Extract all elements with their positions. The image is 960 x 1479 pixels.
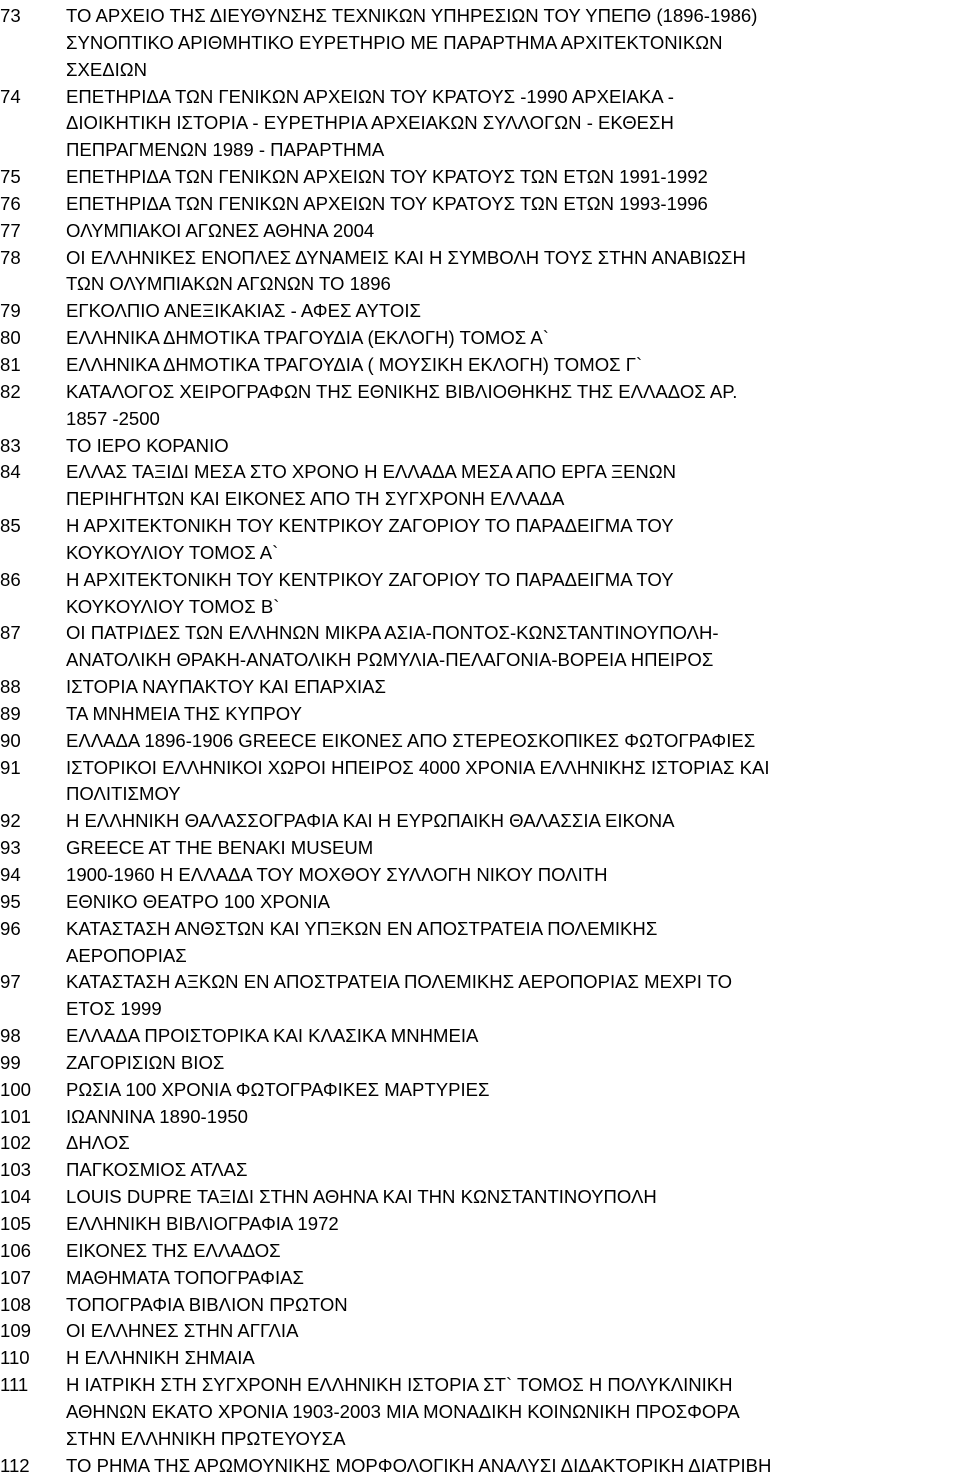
entry-title-line: ΕΛΛΑΔΑ 1896-1906 GREECE ΕΙΚΟΝΕΣ ΑΠΟ ΣΤΕΡΕΟΣΚΟΠΙΚΕΣ ΦΩΤΟΓΡΑΦΙΕΣ: [66, 729, 756, 751]
entry-number: 110: [0, 1347, 30, 1369]
entry-title: [66, 1130, 960, 1157]
catalog-entry: [0, 84, 960, 165]
entry-title-line: ΔΙΟΙΚΗΤΙΚΗ ΙΣΤΟΡΙΑ - ΕΥΡΕΤΗΡΙΑ ΑΡΧΕΙΑΚΩΝ ΣΥΛΛΟΓΩΝ - ΕΚΘΕΣΗ: [66, 112, 674, 134]
entry-title-line: ΕΓΚΟΛΠΙΟ ΑΝΕΞΙΚΑΚΙΑΣ - ΑΦΕΣ ΑΥΤΟΙΣ: [66, 300, 421, 322]
catalog-entry: [0, 1318, 960, 1345]
entry-number: 103: [0, 1159, 32, 1181]
catalog-entry: [0, 1077, 960, 1104]
entry-title: [66, 969, 960, 1023]
entry-number: 83: [0, 434, 21, 456]
entry-number: 90: [0, 729, 21, 751]
entry-title: [66, 218, 960, 245]
catalog-entry: [0, 620, 960, 674]
entry-title-line: ΑΝΑΤΟΛΙΚΗ ΘΡΑΚΗ-ΑΝΑΤΟΛΙΚΗ ΡΩΜΥΛΙΑ-ΠΕΛΑΓΟΝΙΑ-ΒΟΡΕΙΑ ΗΠΕΙΡΟΣ: [66, 649, 714, 671]
catalog-entry: [0, 916, 960, 970]
entry-title-line: ΤΩΝ ΟΛΥΜΠΙΑΚΩΝ ΑΓΩΝΩΝ ΤΟ 1896: [66, 273, 391, 295]
catalog-entry: [0, 352, 960, 379]
entry-number: 94: [0, 864, 21, 885]
entry-number: 108: [0, 1293, 32, 1315]
entry-number: 104: [0, 1186, 32, 1208]
entry-number: 84: [0, 461, 21, 483]
entry-title-line: ΖΑΓΟΡΙΣΙΩΝ ΒΙΟΣ: [66, 1051, 225, 1073]
entry-title: [66, 1184, 960, 1211]
entry-number: 92: [0, 810, 21, 832]
entry-title-line: ΚΑΤΑΣΤΑΣΗ ΑΝΘΣΤΩΝ ΚΑΙ ΥΠΞΚΩΝ ΕΝ ΑΠΟΣΤΡΑΤΕΙΑ ΠΟΛΕΜΙΚΗΣ: [66, 917, 658, 939]
entry-title: [66, 808, 960, 835]
catalog-entry: [0, 1292, 960, 1319]
entry-number: 95: [0, 890, 21, 912]
catalog-entry: [0, 1023, 960, 1050]
entry-title-line: ΤΟΠΟΓΡΑΦΙΑ ΒΙΒΛΙΟΝ ΠΡΩΤΟΝ: [66, 1293, 348, 1315]
entry-title-line: ΑΘΗΝΩΝ ΕΚΑΤΟ ΧΡΟΝΙΑ 1903-2003 ΜΙΑ ΜΟΝΑΔΙΚΗ ΚΟΙΝΩΝΙΚΗ ΠΡΟΣΦΟΡΑ: [66, 1400, 740, 1422]
entry-title: [66, 433, 960, 460]
catalog-entry: [0, 1050, 960, 1077]
entry-title: [66, 513, 960, 567]
entry-title-line: ΕΛΛΗΝΙΚΑ ΔΗΜΟΤΙΚΑ ΤΡΑΓΟΥΔΙΑ (ΕΚΛΟΓΗ) ΤΟΜΟΣ Α`: [66, 327, 549, 349]
entry-number: 105: [0, 1212, 32, 1234]
entry-title: [66, 1345, 960, 1372]
entry-title: [66, 701, 960, 728]
entry-title: [66, 1211, 960, 1238]
catalog-entry: [0, 1265, 960, 1292]
catalog-entry: [0, 298, 960, 325]
entry-title: [66, 325, 960, 352]
entry-number: 89: [0, 702, 21, 724]
entry-number: 93: [0, 837, 21, 859]
entry-title-line: ΕΠΕΤΗΡΙΔΑ ΤΩΝ ΓΕΝΙΚΩΝ ΑΡΧΕΙΩΝ ΤΟΥ ΚΡΑΤΟΥΣ ΤΩΝ ΕΤΩΝ 1991-1992: [66, 166, 708, 188]
entry-title: [66, 1292, 960, 1319]
entry-title-line: ΕΙΚΟΝΕΣ ΤΗΣ ΕΛΛΑΔΟΣ: [66, 1239, 281, 1261]
entry-title: [66, 84, 960, 165]
catalog-entry: [0, 835, 960, 862]
entry-title-line: ΠΕΠΡΑΓΜΕΝΩΝ 1989 - ΠΑΡΑΡΤΗΜΑ: [66, 139, 385, 161]
entry-number: 76: [0, 192, 21, 214]
entry-number: 109: [0, 1320, 32, 1342]
entry-title: [66, 1318, 960, 1345]
catalog-entry: [0, 728, 960, 755]
entry-number: 91: [0, 756, 21, 778]
entry-title-line: ΚΑΤΑΛΟΓΟΣ ΧΕΙΡΟΓΡΑΦΩΝ ΤΗΣ ΕΘΝΙΚΗΣ ΒΙΒΛΙΟΘΗΚΗΣ ΤΗΣ ΕΛΛΑΔΟΣ ΑΡ.: [66, 380, 738, 402]
entry-number: 87: [0, 622, 21, 644]
entry-title: [66, 1372, 960, 1453]
catalog-entry: [0, 889, 960, 916]
entry-number: 78: [0, 246, 21, 268]
catalog-entry: [0, 1238, 960, 1265]
entry-title-line: ΜΑΘΗΜΑΤΑ ΤΟΠΟΓΡΑΦΙΑΣ: [66, 1266, 304, 1288]
catalog-entry: [0, 1157, 960, 1184]
entry-title: [66, 620, 960, 674]
entry-title-line: ΙΣΤΟΡΙΚΟΙ ΕΛΛΗΝΙΚΟΙ ΧΩΡΟΙ ΗΠΕΙΡΟΣ 4000 ΧΡΟΝΙΑ ΕΛΛΗΝΙΚΗΣ ΙΣΤΟΡΙΑΣ ΚΑΙ: [66, 756, 770, 778]
entry-title-line: ΤΟ ΡΗΜΑ ΤΗΣ ΑΡΩΜΟΥΝΙΚΗΣ ΜΟΡΦΟΛΟΓΙΚΗ ΑΝΑΛΥΣΙ ΔΙΔΑΚΤΟΡΙΚΗ ΔΙΑΤΡΙΒΗ: [66, 1454, 772, 1476]
entry-title: [66, 245, 960, 299]
entry-number: 77: [0, 219, 21, 241]
entry-title-line: ΕΠΕΤΗΡΙΔΑ ΤΩΝ ΓΕΝΙΚΩΝ ΑΡΧΕΙΩΝ ΤΟΥ ΚΡΑΤΟΥΣ -1990 ΑΡΧΕΙΑΚΑ -: [66, 85, 674, 107]
entry-title-line: ΠΟΛΙΤΙΣΜΟΥ: [66, 783, 181, 805]
entry-number: 98: [0, 1025, 21, 1047]
catalog-entry: [0, 1453, 960, 1479]
catalog-entry: [0, 218, 960, 245]
entry-title-line: Η ΕΛΛΗΝΙΚΗ ΘΑΛΑΣΣΟΓΡΑΦΙΑ ΚΑΙ Η ΕΥΡΩΠΑΙΚΗ ΘΑΛΑΣΣΙΑ ΕΙΚΟΝΑ: [66, 810, 675, 832]
catalog-entry: [0, 701, 960, 728]
entry-title: [66, 1050, 960, 1077]
entry-title: [66, 889, 960, 916]
entry-number: 97: [0, 971, 21, 993]
entry-title-line: Η ΑΡΧΙΤΕΚΤΟΝΙΚΗ ΤΟΥ ΚΕΝΤΡΙΚΟΥ ΖΑΓΟΡΙΟΥ ΤΟ ΠΑΡΑΔΕΙΓΜΑ ΤΟΥ: [66, 515, 674, 537]
catalog-entry: [0, 1211, 960, 1238]
catalog-entry: [0, 191, 960, 218]
entry-title-line: ΤΟ ΙΕΡΟ ΚΟΡΑΝΙΟ: [66, 434, 229, 456]
catalog-entry: [0, 567, 960, 621]
catalog-list: [0, 3, 960, 1479]
entry-title-line: ΕΛΛΗΝΙΚΑ ΔΗΜΟΤΙΚΑ ΤΡΑΓΟΥΔΙΑ ( ΜΟΥΣΙΚΗ ΕΚΛΟΓΗ) ΤΟΜΟΣ Γ`: [66, 353, 643, 375]
entry-title-line: ΙΣΤΟΡΙΑ ΝΑΥΠΑΚΤΟΥ ΚΑΙ ΕΠΑΡΧΙΑΣ: [66, 676, 386, 698]
entry-number: 74: [0, 85, 21, 107]
entry-title-line: ΚΟΥΚΟΥΛΙΟΥ ΤΟΜΟΣ Α`: [66, 541, 279, 563]
catalog-entry: [0, 1372, 960, 1453]
entry-number: 102: [0, 1132, 32, 1154]
entry-number: 96: [0, 917, 21, 939]
entry-number: 112: [0, 1454, 30, 1476]
entry-title: [66, 835, 960, 862]
entry-title: [66, 916, 960, 970]
catalog-entry: [0, 969, 960, 1023]
entry-title-line: Η ΑΡΧΙΤΕΚΤΟΝΙΚΗ ΤΟΥ ΚΕΝΤΡΙΚΟΥ ΖΑΓΟΡΙΟΥ ΤΟ ΠΑΡΑΔΕΙΓΜΑ ΤΟΥ: [66, 568, 674, 590]
entry-title-line: GREECE AT THE BENAKI MUSEUM: [66, 837, 374, 859]
entry-title-line: ΣΥΝΟΠΤΙΚΟ ΑΡΙΘΜΗΤΙΚΟ ΕΥΡΕΤΗΡΙΟ ΜΕ ΠΑΡΑΡΤΗΜΑ ΑΡΧΙΤΕΚΤΟΝΙΚΩΝ: [66, 31, 723, 53]
catalog-entry: [0, 3, 960, 84]
catalog-entry: [0, 755, 960, 809]
entry-title-line: ΔΗΛΟΣ: [66, 1132, 130, 1154]
entry-title: [66, 191, 960, 218]
entry-title-line: ΙΩΑΝΝΙΝΑ 1890-1950: [66, 1105, 248, 1127]
entry-title-line: ΤΑ ΜΝΗΜΕΙΑ ΤΗΣ ΚΥΠΡΟΥ: [66, 702, 302, 724]
entry-title-line: ΣΧΕΔΙΩΝ: [66, 58, 148, 80]
entry-title: [66, 728, 960, 755]
entry-title-line: ΡΩΣΙΑ 100 ΧΡΟΝΙΑ ΦΩΤΟΓΡΑΦΙΚΕΣ ΜΑΡΤΥΡΙΕΣ: [66, 1078, 490, 1100]
catalog-entry: [0, 1184, 960, 1211]
catalog-entry: [0, 325, 960, 352]
entry-title: [66, 674, 960, 701]
entry-title-line: ΚΟΥΚΟΥΛΙΟΥ ΤΟΜΟΣ Β`: [66, 595, 280, 617]
entry-number: 81: [0, 353, 21, 375]
entry-title: [66, 567, 960, 621]
entry-number: 79: [0, 300, 21, 322]
entry-title-line: ΠΑΓΚΟΣΜΙΟΣ ΑΤΛΑΣ: [66, 1159, 248, 1181]
catalog-entry: [0, 862, 960, 889]
entry-title-line: ΕΤΟΣ 1999: [66, 998, 162, 1020]
entry-number: 80: [0, 327, 21, 349]
entry-title: [66, 3, 960, 84]
entry-title-line: ΤΟ ΑΡΧΕΙΟ ΤΗΣ ΔΙΕΥΘΥΝΣΗΣ ΤΕΧΝΙΚΩΝ ΥΠΗΡΕΣΙΩΝ ΤΟΥ ΥΠΕΠΘ (1896-1986): [66, 5, 758, 26]
entry-number: 88: [0, 676, 21, 698]
entry-title-line: LOUIS DUPRE ΤΑΞΙΔΙ ΣΤΗΝ ΑΘΗΝΑ ΚΑΙ ΤΗΝ ΚΩΝΣΤΑΝΤΙΝΟΥΠΟΛΗ: [66, 1186, 657, 1208]
entry-number: 107: [0, 1266, 32, 1288]
catalog-entry: [0, 459, 960, 513]
entry-number: 75: [0, 166, 21, 188]
entry-title-line: ΟΙ ΕΛΛΗΝΙΚΕΣ ΕΝΟΠΛΕΣ ΔΥΝΑΜΕΙΣ ΚΑΙ Η ΣΥΜΒΟΛΗ ΤΟΥΣ ΣΤΗΝ ΑΝΑΒΙΩΣΗ: [66, 246, 746, 268]
entry-number: 85: [0, 515, 21, 537]
entry-number: 111: [0, 1374, 29, 1396]
entry-title: [66, 352, 960, 379]
entry-number: 106: [0, 1239, 32, 1261]
catalog-entry: [0, 1345, 960, 1372]
entry-title-line: Η ΕΛΛΗΝΙΚΗ ΣΗΜΑΙΑ: [66, 1347, 255, 1369]
entry-number: 101: [0, 1105, 32, 1127]
entry-title: [66, 298, 960, 325]
entry-title: [66, 164, 960, 191]
entry-title: [66, 755, 960, 809]
catalog-entry: [0, 513, 960, 567]
catalog-entry: [0, 164, 960, 191]
entry-title-line: ΕΠΕΤΗΡΙΔΑ ΤΩΝ ΓΕΝΙΚΩΝ ΑΡΧΕΙΩΝ ΤΟΥ ΚΡΑΤΟΥΣ ΤΩΝ ΕΤΩΝ 1993-1996: [66, 192, 708, 214]
entry-title-line: ΠΕΡΙΗΓΗΤΩΝ ΚΑΙ ΕΙΚΟΝΕΣ ΑΠΟ ΤΗ ΣΥΓΧΡΟΝΗ ΕΛΛΑΔΑ: [66, 488, 565, 510]
catalog-entry: [0, 433, 960, 460]
entry-title: [66, 379, 960, 433]
entry-title: [66, 862, 960, 889]
catalog-entry: [0, 379, 960, 433]
entry-title: [66, 1104, 960, 1131]
entry-title-line: ΟΙ ΕΛΛΗΝΕΣ ΣΤΗΝ ΑΓΓΛΙΑ: [66, 1320, 299, 1342]
entry-number: 99: [0, 1051, 21, 1073]
entry-title-line: ΟΛΥΜΠΙΑΚΟΙ ΑΓΩΝΕΣ ΑΘΗΝΑ 2004: [66, 219, 375, 241]
catalog-entry: [0, 245, 960, 299]
catalog-entry: [0, 674, 960, 701]
entry-title: [66, 1453, 960, 1479]
catalog-entry: [0, 808, 960, 835]
catalog-entry: [0, 1130, 960, 1157]
entry-title-line: ΕΛΛΑΣ ΤΑΞΙΔΙ ΜΕΣΑ ΣΤΟ ΧΡΟΝΟ Η ΕΛΛΑΔΑ ΜΕΣΑ ΑΠΟ ΕΡΓΑ ΞΕΝΩΝ: [66, 461, 677, 483]
entry-title-line: ΑΕΡΟΠΟΡΙΑΣ: [66, 944, 187, 966]
entry-number: 82: [0, 380, 21, 402]
entry-title-line: ΕΘΝΙΚΟ ΘΕΑΤΡΟ 100 ΧΡΟΝΙΑ: [66, 890, 331, 912]
entry-number: 100: [0, 1078, 32, 1100]
entry-title-line: Η ΙΑΤΡΙΚΗ ΣΤΗ ΣΥΓΧΡΟΝΗ ΕΛΛΗΝΙΚΗ ΙΣΤΟΡΙΑ ΣΤ` ΤΟΜΟΣ Η ΠΟΛΥΚΛΙΝΙΚΗ: [66, 1374, 733, 1396]
entry-title: [66, 459, 960, 513]
entry-title-line: 1900-1960 Η ΕΛΛΑΔΑ ΤΟΥ ΜΟΧΘΟΥ ΣΥΛΛΟΓΗ ΝΙΚΟΥ ΠΟΛΙΤΗ: [66, 864, 608, 885]
entry-title-line: ΟΙ ΠΑΤΡΙΔΕΣ ΤΩΝ ΕΛΛΗΝΩΝ ΜΙΚΡΑ ΑΣΙΑ-ΠΟΝΤΟΣ-ΚΩΝΣΤΑΝΤΙΝΟΥΠΟΛΗ-: [66, 622, 719, 644]
entry-title: [66, 1157, 960, 1184]
entry-title: [66, 1023, 960, 1050]
entry-title: [66, 1238, 960, 1265]
entry-title-line: ΣΤΗΝ ΕΛΛΗΝΙΚΗ ΠΡΩΤΕΥΟΥΣΑ: [66, 1427, 346, 1449]
entry-number: 73: [0, 5, 21, 26]
entry-title-line: ΕΛΛΑΔΑ ΠΡΟΙΣΤΟΡΙΚΑ ΚΑΙ ΚΛΑΣΙΚΑ ΜΝΗΜΕΙΑ: [66, 1025, 479, 1047]
catalog-entry: [0, 1104, 960, 1131]
entry-title: [66, 1265, 960, 1292]
entry-title-line: 1857 -2500: [66, 407, 160, 429]
entry-title-line: ΕΛΛΗΝΙΚΗ ΒΙΒΛΙΟΓΡΑΦΙΑ 1972: [66, 1212, 339, 1234]
entry-number: 86: [0, 568, 21, 590]
entry-title: [66, 1077, 960, 1104]
entry-title-line: ΚΑΤΑΣΤΑΣΗ ΑΞΚΩΝ ΕΝ ΑΠΟΣΤΡΑΤΕΙΑ ΠΟΛΕΜΙΚΗΣ ΑΕΡΟΠΟΡΙΑΣ ΜΕΧΡΙ ΤΟ: [66, 971, 733, 993]
